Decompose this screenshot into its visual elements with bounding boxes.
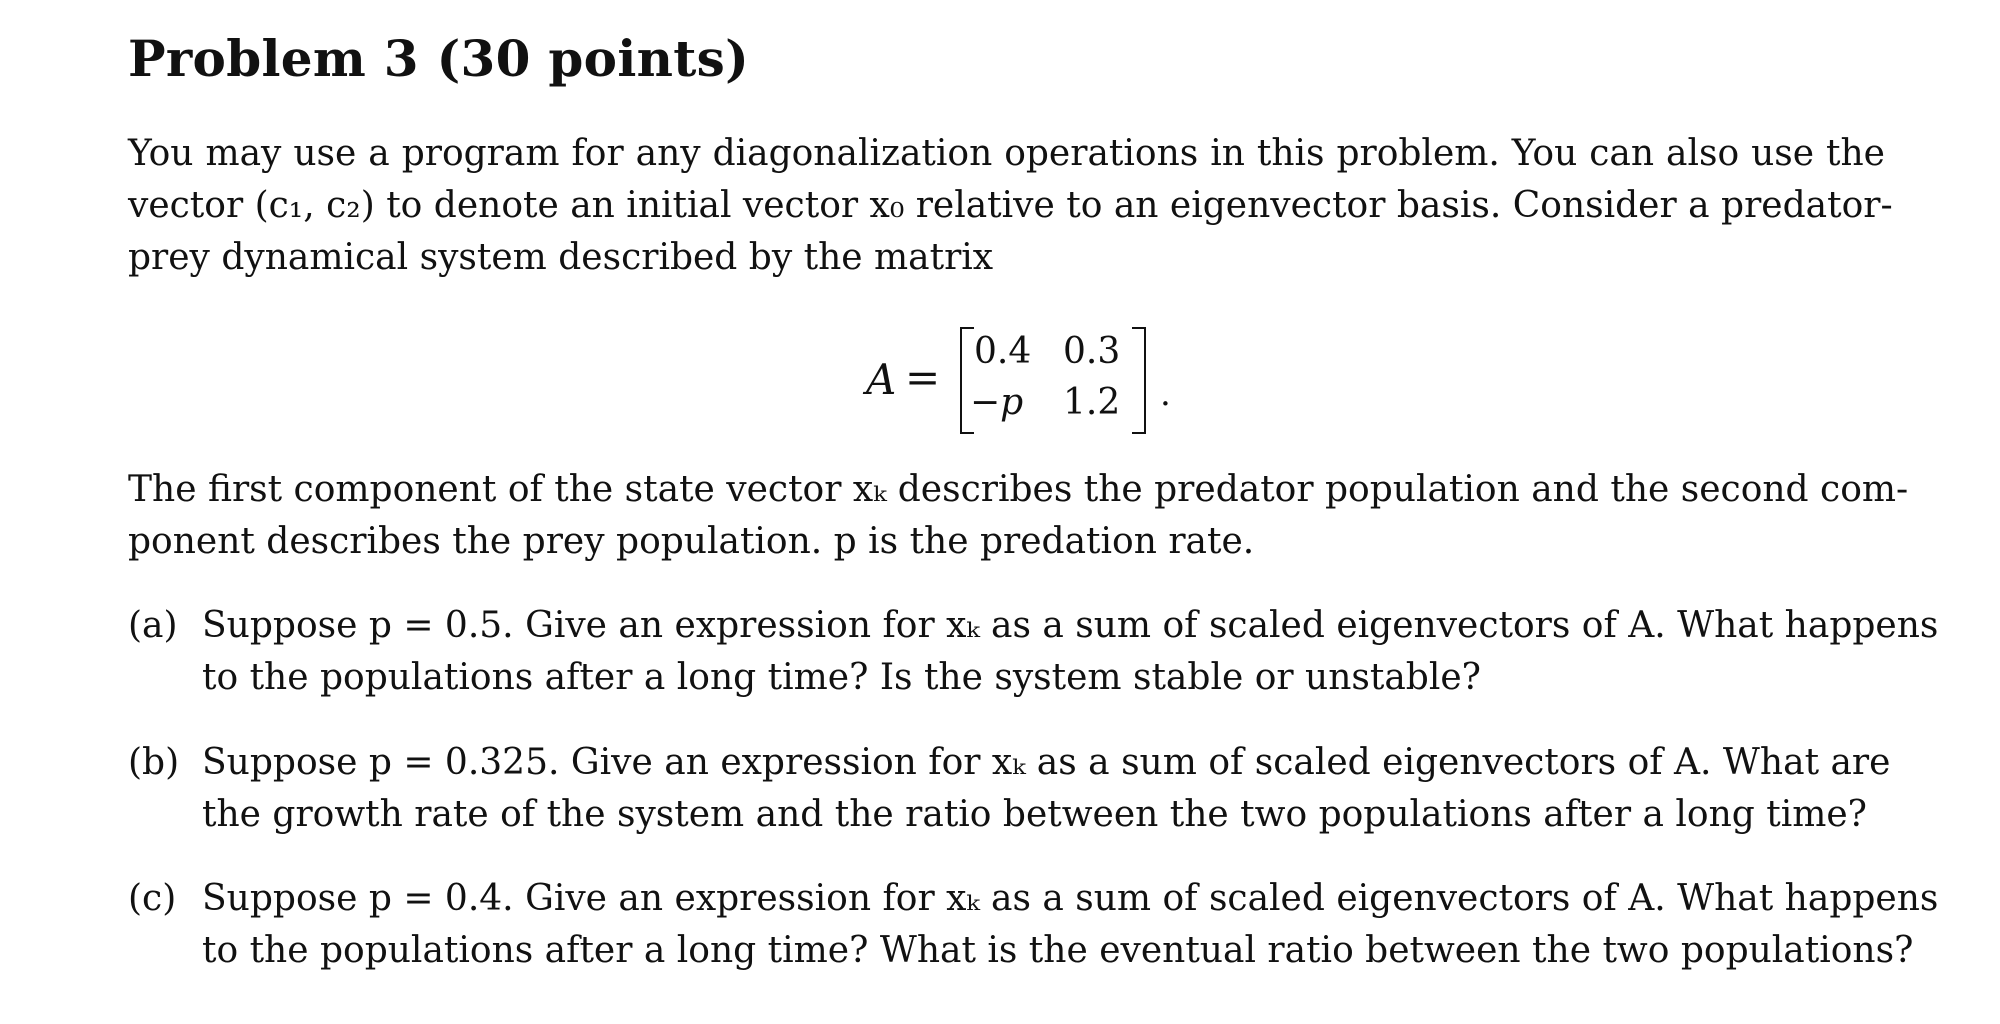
intro-line-3: prey dynamical system described by the matrix xyxy=(128,237,994,278)
subproblem-a xyxy=(128,600,1939,708)
matrix-equation xyxy=(866,320,1174,438)
description-line-1: The first component of the state vector xₖ describes the predator population and the second com- xyxy=(128,469,1909,510)
matrix-entry-1-2: 0.3 xyxy=(1063,331,1121,372)
matrix-equals: = xyxy=(905,353,941,402)
subproblem-c-label: (c) xyxy=(128,878,177,919)
matrix-label: A xyxy=(866,355,897,404)
subproblem-a-label: (a) xyxy=(128,605,178,646)
problem-title: Problem 3 (30 points) xyxy=(128,29,750,88)
matrix-right-bracket xyxy=(1132,327,1146,434)
matrix-period: . xyxy=(1160,374,1171,414)
subproblem-a-line-1: Suppose p = 0.5. Give an expression for xₖ as a sum of scaled eigenvectors of A. What happens xyxy=(202,605,1939,646)
matrix-entry-2-1: −p xyxy=(970,382,1024,423)
subproblem-a-line-2: to the populations after a long time? Is the system stable or unstable? xyxy=(202,657,1481,698)
subproblem-c-line-1: Suppose p = 0.4. Give an expression for xₖ as a sum of scaled eigenvectors of A. What happens xyxy=(202,878,1939,919)
subproblem-c-line-2: to the populations after a long time? What is the eventual ratio between the two populations? xyxy=(202,930,1914,971)
description-line-2: ponent describes the prey population. p is the predation rate. xyxy=(128,521,1255,562)
intro-line-2: vector (c₁, c₂) to denote an initial vector x₀ relative to an eigenvector basis. Consider a predator- xyxy=(128,185,1893,226)
subproblem-b-line-2: the growth rate of the system and the ratio between the two populations after a long time? xyxy=(202,794,1867,835)
subproblem-b xyxy=(128,737,1891,845)
subproblem-c xyxy=(128,873,1939,981)
subproblem-b-label: (b) xyxy=(128,742,180,783)
matrix-entry-2-2: 1.2 xyxy=(1063,382,1121,423)
matrix-entry-1-1: 0.4 xyxy=(974,331,1032,372)
intro-line-1: You may use a program for any diagonalization operations in this problem. You can also use the xyxy=(128,133,1885,174)
subproblem-b-line-1: Suppose p = 0.325. Give an expression for xₖ as a sum of scaled eigenvectors of A. What are xyxy=(202,742,1891,783)
